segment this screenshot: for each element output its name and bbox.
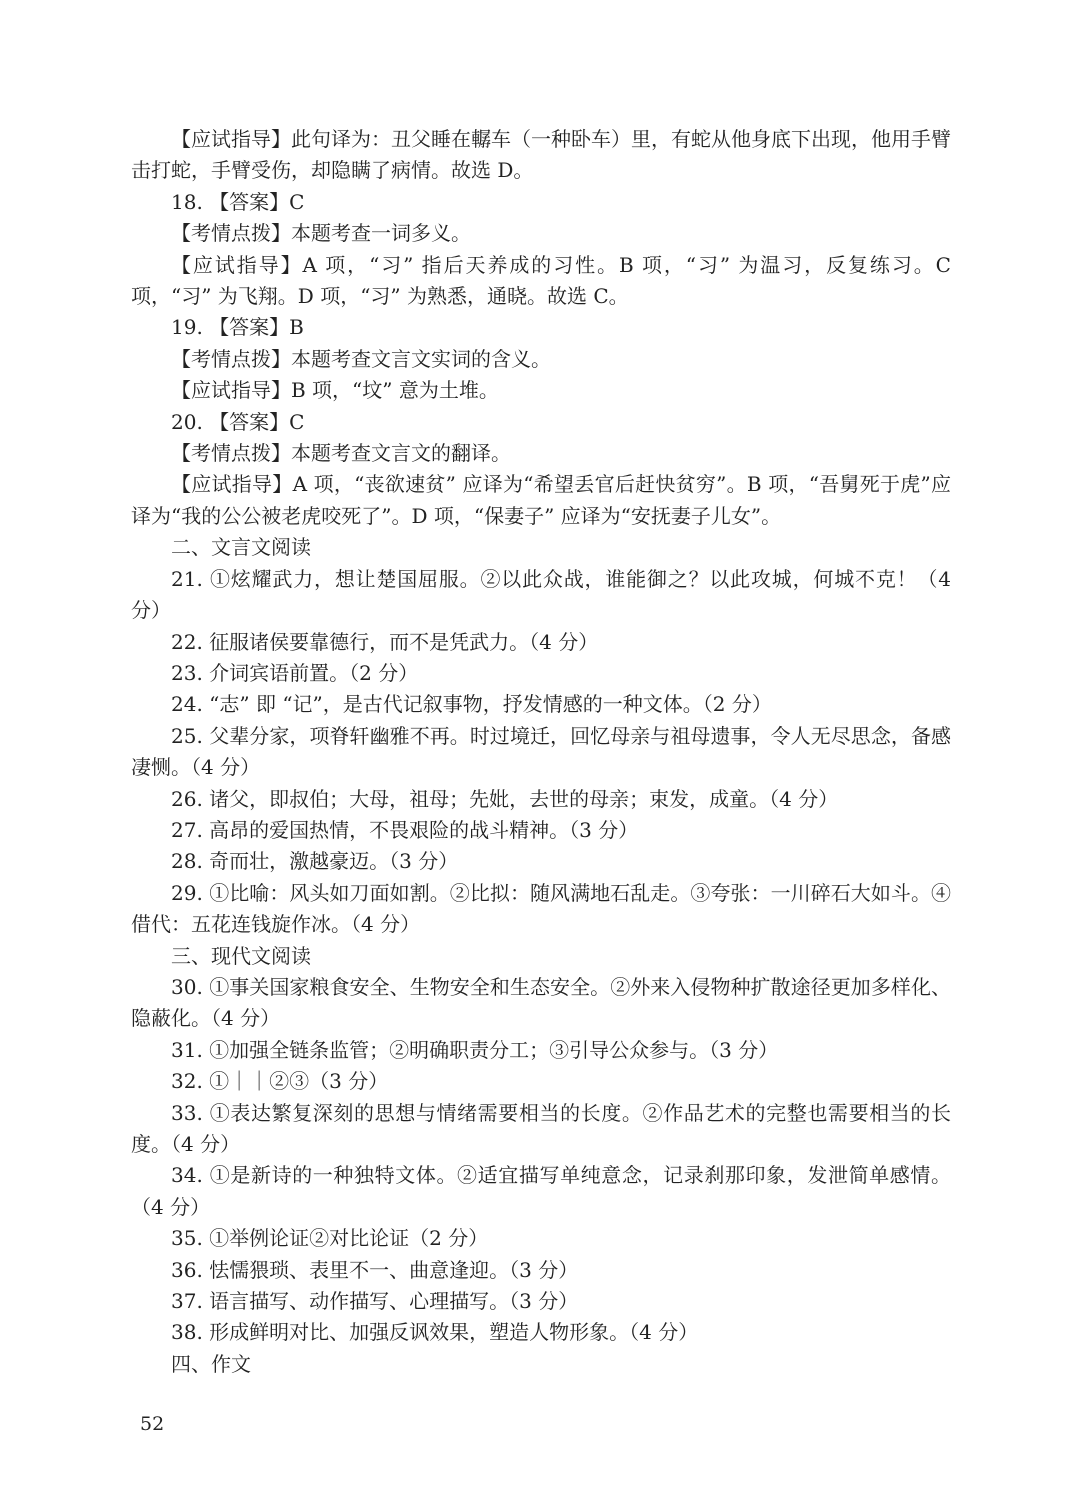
text-paragraph-5: 19. 【答案】B <box>171 315 304 340</box>
section-heading-classical-reading: 二、文言文阅读 <box>171 535 311 560</box>
text-paragraph-27: 35. ①举例论证②对比论证（2 分） <box>171 1226 489 1251</box>
text-paragraph-3: 【考情点拨】本题考查一词多义。 <box>171 221 471 246</box>
text-paragraph-28: 36. 怯懦猥琐、表里不一、曲意逢迎。（3 分） <box>171 1257 579 1282</box>
text-paragraph-13: 22. 征服诸侯要靠德行，而不是凭武力。（4 分） <box>171 629 599 654</box>
text-paragraph-15: 24. “志” 即 “记”，是古代记叙事物，抒发情感的一种文体。（2 分） <box>171 692 772 717</box>
text-paragraph-14: 23. 介词宾语前置。（2 分） <box>171 660 419 685</box>
text-paragraph-24: 32. ①｜｜②③（3 分） <box>171 1069 389 1094</box>
text-paragraph-29: 37. 语言描写、动作描写、心理描写。（3 分） <box>171 1289 579 1314</box>
text-paragraph-9: 【考情点拨】本题考查文言文的翻译。 <box>171 441 511 466</box>
text-paragraph-23: 31. ①加强全链条监管；②明确职责分工；③引导公众参与。（3 分） <box>171 1037 779 1062</box>
text-paragraph-18: 27. 高昂的爱国热情，不畏艰险的战斗精神。（3 分） <box>171 817 639 842</box>
text-paragraph-16: 25. 父辈分家，项脊轩幽雅不再。时过境迁，回忆母亲与祖母遗事，令人无尽思念，备感凄恻。（4 分） <box>131 723 951 780</box>
section-heading-modern-reading: 三、现代文阅读 <box>171 943 311 968</box>
text-paragraph-25: 33. ①表达繁复深刻的思想与情绪需要相当的长度。②作品艺术的完整也需要相当的长度。（4 分） <box>131 1100 951 1156</box>
text-paragraph-26: 34. ①是新诗的一种独特文体。②适宜描写单纯意念，记录刹那印象，发泄简单感情。（4 分） <box>131 1163 951 1219</box>
text-paragraph-1: 【应试指导】此句译为：丑父睡在轏车（一种卧车）里，有蛇从他身底下出现，他用手臂击打蛇，手臂受伤，却隐瞒了病情。故选 D。 <box>131 127 951 183</box>
text-paragraph-2: 18. 【答案】C <box>171 189 305 214</box>
text-paragraph-6: 【考情点拨】本题考查文言文实词的含义。 <box>171 346 551 371</box>
text-paragraph-7: 【应试指导】B 项，“坟” 意为土堆。 <box>171 378 499 403</box>
text-paragraph-22: 30. ①事关国家粮食安全、生物安全和生态安全。②外来入侵物种扩散途径更加多样化、隐蔽化。（4 分） <box>131 974 951 1031</box>
text-paragraph-8: 20. 【答案】C <box>171 409 305 434</box>
section-heading-composition: 四、作文 <box>171 1351 251 1376</box>
text-paragraph-10: 【应试指导】A 项，“丧欲速贫” 应译为“希望丢官后赶快贫穷”。B 项，“吾舅死于虎”应译为“我的公公被老虎咬死了”。D 项，“保妻子” 应译为“安抚妻子儿女”。 <box>131 472 951 528</box>
text-paragraph-12: 21. ①炫耀武力，想让楚国屈服。②以此众战，谁能御之？以此攻城，何城不克！（4 分） <box>131 566 951 623</box>
answer-key-content <box>131 124 951 1380</box>
page-number: 52 <box>140 1413 165 1435</box>
text-paragraph-19: 28. 奇而壮，激越豪迈。（3 分） <box>171 849 459 874</box>
text-paragraph-30: 38. 形成鲜明对比、加强反讽效果，塑造人物形象。（4 分） <box>171 1320 699 1345</box>
text-paragraph-4: 【应试指导】A 项，“习” 指后天养成的习性。B 项，“习” 为温习，反复练习。C 项，“习” 为飞翔。D 项，“习” 为熟悉，通晓。故选 C。 <box>131 252 951 309</box>
text-paragraph-20: 29. ①比喻：风头如刀面如割。②比拟：随风满地石乱走。③夸张：一川碎石大如斗。④借代：五花连钱旋作冰。（4 分） <box>131 880 951 937</box>
text-paragraph-17: 26. 诸父，即叔伯；大母，祖母；先妣，去世的母亲；束发，成童。（4 分） <box>171 786 839 811</box>
